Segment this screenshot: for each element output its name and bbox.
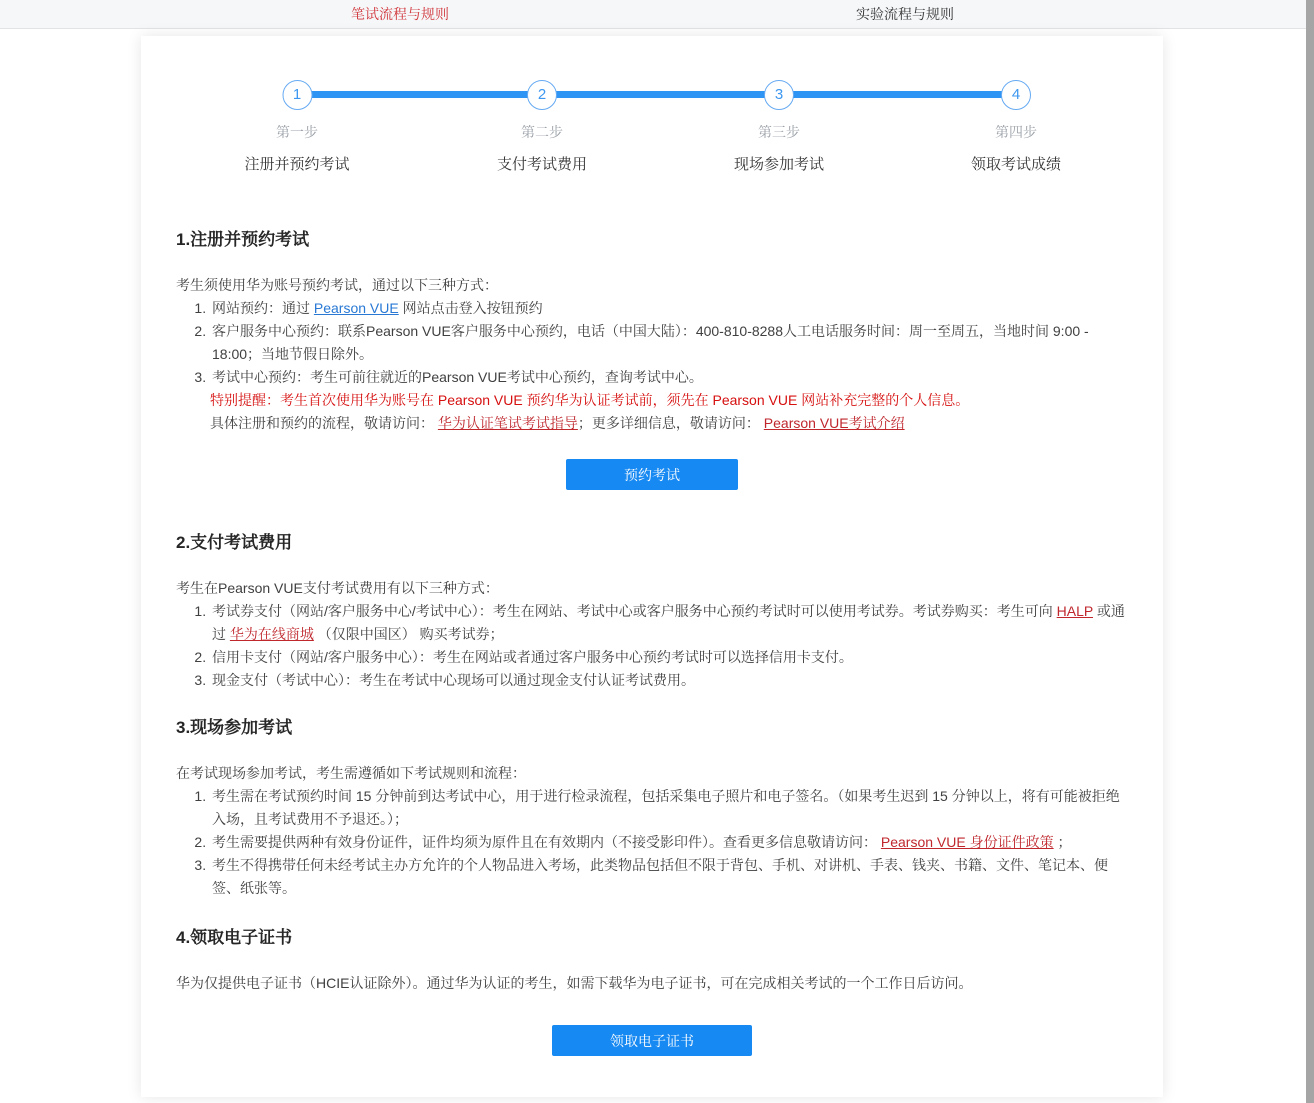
step-3-sublabel: 第三步 xyxy=(757,124,800,140)
pearson-vue-link[interactable]: Pearson VUE xyxy=(313,300,399,316)
step-4 xyxy=(971,80,1061,175)
plain-text: ；更多详细信息，敬请访问： xyxy=(577,415,764,431)
list-item xyxy=(210,785,1128,831)
section-2-heading: 2.支付考试费用 xyxy=(176,533,293,552)
step-3 xyxy=(734,80,824,175)
step-2-sublabel: 第二步 xyxy=(520,124,563,140)
section-4-intro: 华为仅提供电子证书（HCIE认证除外）。通过华为认证的考生，如需下载华为电子证书，可在完成相关考试的一个工作日后访问。 xyxy=(176,975,973,991)
section-2-intro: 考生在Pearson VUE支付考试费用有以下三种方式： xyxy=(176,580,499,596)
section-1-heading: 1.注册并预约考试 xyxy=(176,230,310,249)
pearson-vue-intro-link[interactable]: Pearson VUE考试介绍 xyxy=(763,415,905,431)
section-3-list xyxy=(176,785,1128,900)
step-2-name: 支付考试费用 xyxy=(496,156,588,173)
step-1-number-badge: 1 xyxy=(282,80,312,110)
list-item xyxy=(210,600,1128,646)
huawei-online-store-link[interactable]: 华为在线商城 xyxy=(229,626,314,642)
section-register-and-book xyxy=(176,228,1128,490)
plain-text: 考试券支付（网站/客户服务中心/考试中心）：考生在网站、考试中心或客户服务中心预约考试时可以使用考试券。考试券购买：考生可向 xyxy=(212,603,1057,619)
section-1-intro: 考生须使用华为账号预约考试，通过以下三种方式： xyxy=(176,277,498,293)
tab-written-exam-rules[interactable]: 笔试流程与规则 xyxy=(351,6,449,22)
plain-text: 考生需要提供两种有效身份证件，证件均须为原件且在有效期内（不接受影印件）。查看更多信息敬请访问： xyxy=(212,834,881,850)
plain-text: 具体注册和预约的流程，敬请访问： xyxy=(210,415,438,431)
tab-lab-exam-rules[interactable]: 实验流程与规则 xyxy=(856,6,954,22)
step-1-name: 注册并预约考试 xyxy=(244,156,350,173)
section-1-list xyxy=(176,297,1128,389)
list-item xyxy=(210,646,1128,669)
plain-text: 网站预约：通过 xyxy=(212,300,314,316)
plain-text: 考生不得携带任何未经考试主办方允许的个人物品进入考场，此类物品包括但不限于背包、手机、对讲机、手表、钱夹、书籍、文件、笔记本、便签、纸张等。 xyxy=(212,857,1108,896)
exam-process-stepper xyxy=(176,80,1128,180)
content-card xyxy=(141,36,1163,1097)
step-3-name: 现场参加考试 xyxy=(733,156,825,173)
step-4-number-badge: 4 xyxy=(1001,80,1031,110)
special-reminder-text: 特别提醒：考生首次使用华为账号在 Pearson VUE 预约华为认证考试前，须先在 Pearson VUE 网站补充完整的个人信息。 xyxy=(210,392,970,408)
list-item xyxy=(210,297,1128,320)
list-item xyxy=(210,669,1128,692)
list-item xyxy=(210,854,1128,900)
step-2 xyxy=(497,80,587,175)
list-item xyxy=(210,320,1128,366)
scrollbar[interactable] xyxy=(1306,0,1314,1103)
book-exam-button[interactable]: 预约考试 xyxy=(566,459,738,490)
list-item xyxy=(210,366,1128,389)
section-2-list xyxy=(176,600,1128,692)
guide-links-line xyxy=(176,412,1128,435)
section-3-intro: 在考试现场参加考试，考生需遵循如下考试规则和流程： xyxy=(176,765,526,781)
plain-text: 现金支付（考试中心）：考生在考试中心现场可以通过现金支付认证考试费用。 xyxy=(212,672,695,688)
section-get-certificate xyxy=(176,926,1128,1056)
plain-text: 或通过 xyxy=(212,603,1125,642)
plain-text: ； xyxy=(1053,834,1072,850)
plain-text: （仅限中国区） 购买考试券； xyxy=(313,626,504,642)
plain-text: 考生需在考试预约时间 15 分钟前到达考试中心，用于进行检录流程，包括采集电子照片和电子签名。（如果考生迟到 15 分钟以上，将有可能被拒绝入场，且考试费用不予退还。）； xyxy=(212,788,1120,827)
step-4-sublabel: 第四步 xyxy=(994,124,1037,140)
plain-text: 客户服务中心预约：联系Pearson VUE客户服务中心预约，电话（中国大陆）：400-810-8288人工电话服务时间：周一至周五，当地时间 9:00 - 18:00；当地节假日除外。 xyxy=(212,323,1089,362)
plain-text: 信用卡支付（网站/客户服务中心）：考生在网站或者通过客户服务中心预约考试时可以选择信用卡支付。 xyxy=(212,649,853,665)
get-certificate-button[interactable]: 领取电子证书 xyxy=(552,1025,752,1056)
list-item xyxy=(210,831,1128,854)
section-3-heading: 3.现场参加考试 xyxy=(176,718,293,737)
step-4-name: 领取考试成绩 xyxy=(970,156,1062,173)
section-pay-exam-fee xyxy=(176,531,1128,692)
section-4-heading: 4.领取电子证书 xyxy=(176,928,293,947)
id-policy-link[interactable]: Pearson VUE 身份证件政策 xyxy=(880,834,1054,850)
step-2-number-badge: 2 xyxy=(527,80,557,110)
halp-link[interactable]: HALP xyxy=(1056,603,1093,619)
plain-text: 考试中心预约：考生可前往就近的Pearson VUE考试中心预约，查询考试中心。 xyxy=(212,369,703,385)
section-attend-exam xyxy=(176,716,1128,900)
special-reminder-line xyxy=(176,389,1128,412)
top-tab-bar xyxy=(0,0,1314,29)
step-1 xyxy=(244,80,349,175)
step-1-sublabel: 第一步 xyxy=(275,124,318,140)
stepper-connector-line xyxy=(297,91,1016,98)
plain-text: 网站点击登入按钮预约 xyxy=(398,300,543,316)
written-exam-guide-link[interactable]: 华为认证笔试考试指导 xyxy=(437,415,578,431)
step-3-number-badge: 3 xyxy=(764,80,794,110)
